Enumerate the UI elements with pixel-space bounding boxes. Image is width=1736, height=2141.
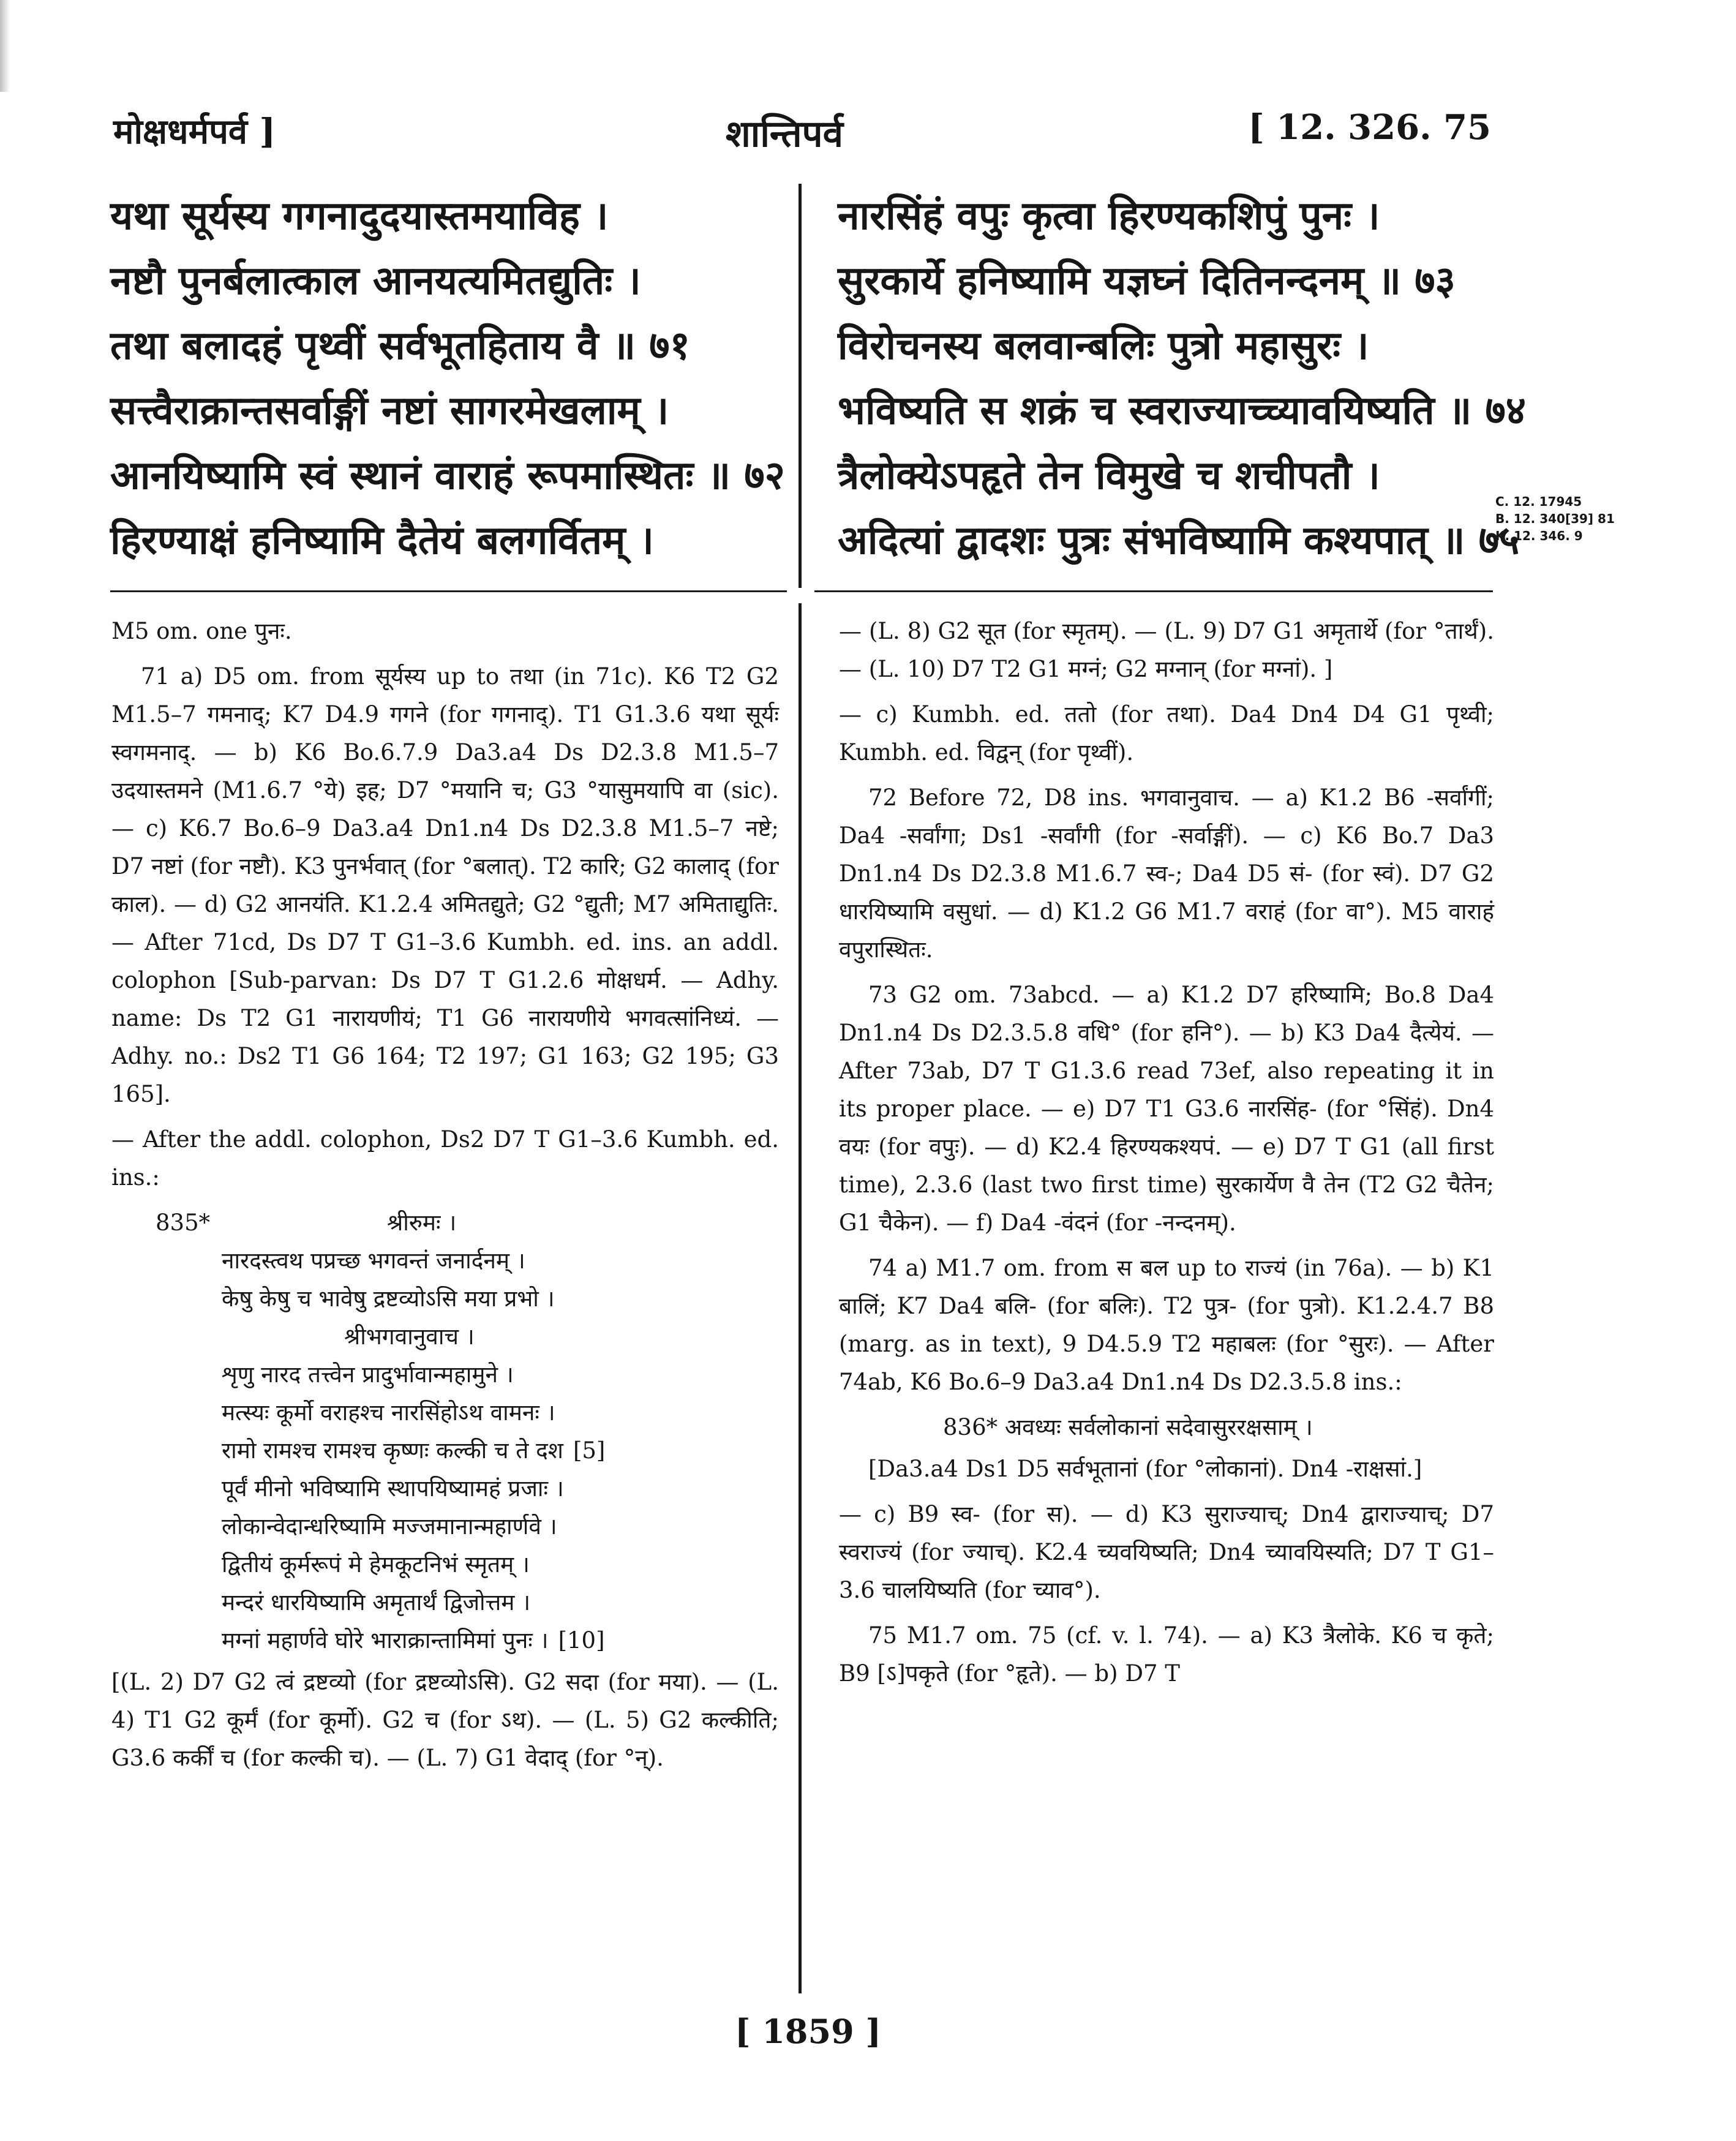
star-line: नारदस्त्वथ पप्रच्छ भगवन्तं जनार्दनम् ।: [222, 1247, 525, 1274]
apparatus-note: 73 G2 om. 73abcd. — a) K1.2 D7 हरिष्यामि; Bo.8 Da4 Dn1.n4 Ds D2.3.5.8 वधि° (for हनि°). — b) K3 Da4 दैत्येयं. — After 73ab, D7 T G1.3.6 read 73ef, also repeating it in its proper place. — e) D7 T1 G3.6 नारसिंह‑ (for °सिंहं). Dn4 वयः (for वपुः). — d) K2.4 हिरण्यकश्यपं. — e) D7 T G1 (all first time), 2.3.6 (last two first time) सुरकार्येण वै तेन (T2 G2 चैतेन; G1 चैकेन). — f) Da4 ‑वंदनं (for ‑नन्दनम्).: [839, 982, 1494, 1236]
star-line: केषु केषु च भावेषु द्रष्टव्योऽसि मया प्रभो ।: [222, 1285, 555, 1312]
parvan-title: शान्तिपर्व: [726, 113, 843, 156]
star-passage-836: 836* अवध्यः सर्वलोकानां सदेवासुररक्षसाम् ।: [943, 1414, 1313, 1440]
star-line: [222, 1432, 779, 1470]
apparatus-separator-right: [814, 590, 1493, 592]
apparatus-note: [(L. 2) D7 G2 त्वं द्रष्टव्यो (for द्रष्टव्योऽसि). G2 सदा (for मया). — (L. 4) T1 G2 कूर्मं (for कूर्मो). G2 च (for ऽथ). — (L. 5) G2 कल्कीति; G3.6 कर्कीं च (for कल्की च). — (L. 7) G1 वेदाद् (for °न्).: [111, 1669, 779, 1771]
verse-reference: [ 12. 326. 75: [1248, 107, 1491, 148]
concordance-note: [1495, 493, 1615, 544]
star-line-text: मग्नां महार्णवे घोरे भाराक्रान्तामिमां पुनः ।: [222, 1627, 549, 1654]
apparatus-note: M5 om. one पुनः.: [111, 618, 292, 644]
star-passage-number: 835*: [156, 1210, 211, 1236]
star-passage-835: [111, 1204, 779, 1660]
star-passage-lines: [222, 1242, 779, 1660]
section-header-left: मोक्षधर्मपर्व ]: [113, 111, 276, 152]
star-line: मन्दरं धारयिष्यामि अमृतार्थं द्विजोत्तम ।: [222, 1589, 531, 1616]
verse-column-left: [110, 184, 784, 573]
concordance-line: C. 12. 17945: [1495, 494, 1582, 509]
verse-line: त्रैलोक्येऽपहृते तेन विमुखे च शचीपतौ ।: [838, 453, 1380, 499]
apparatus-column-right: [839, 612, 1494, 1700]
verse-line: नारसिंहं वपुः कृत्वा हिरण्यकशिपुं पुनः ।: [838, 193, 1380, 239]
verse-line: भविष्यति स शक्रं च स्वराज्याच्च्यावयिष्यति ॥ ७४: [838, 388, 1527, 434]
apparatus-column-left: [111, 612, 779, 1785]
apparatus-note: 72 Before 72, D8 ins. भगवानुवाच. — a) K1.2 B6 ‑सर्वांगीं; Da4 ‑सर्वांगा; Ds1 ‑सर्वांगी (for ‑सर्वाङ्गीं). — c) K6 Bo.7 Da3 Dn1.n4 Ds D2.3.8 M1.6.7 स्व‑; Da4 D5 सं‑ (for स्वं). D7 G2 धारयिष्यामि वसुधां. — d) K1.2 G6 M1.7 वराहं (for वा°). M5 वाराहं वपुरास्थितः.: [839, 785, 1494, 963]
star-line: पूर्वं मीनो भविष्यामि स्थापयिष्यामहं प्रजाः ।: [222, 1475, 564, 1502]
apparatus-note: — c) Kumbh. ed. ततो (for तथा). Da4 Dn4 D4 G1 पृथ्वी; Kumbh. ed. विद्वन् (for पृथ्वीं).: [839, 701, 1494, 766]
verse-line: सुरकार्ये हनिष्यामि यज्ञघ्नं दितिनन्दनम् ॥ ७३: [838, 258, 1456, 304]
verse-line: विरोचनस्य बलवान्बलिः पुत्रो महासुरः ।: [838, 323, 1369, 369]
scan-edge-shadow: [0, 0, 10, 92]
verse-line: नष्टौ पुनर्बलात्काल आनयत्यमितद्युतिः ।: [110, 258, 641, 304]
apparatus-note: — (L. 8) G2 सूत (for स्मृतम्). — (L. 9) D7 G1 अमृतार्थे (for °तार्थं). — (L. 10) D7 T2 G1 मग्नं; G2 मग्नान् (for मग्नां). ]: [839, 618, 1494, 682]
star-line: श्रीभगवानुवाच ।: [344, 1323, 475, 1350]
star-line: शृणु नारद तत्त्वेन प्रादुर्भावान्महामुने ।: [222, 1361, 514, 1388]
verse-line: यथा सूर्यस्य गगनादुदयास्तमयाविह ।: [110, 193, 609, 239]
apparatus-note: — After the addl. colophon, Ds2 D7 T G1–3.6 Kumbh. ed. ins.:: [111, 1126, 779, 1191]
page-number: [ 1859 ]: [735, 2012, 881, 2051]
verse-line: अदित्यां द्वादशः पुत्रः संभविष्यामि कश्यपात् ॥ ७५: [838, 517, 1520, 563]
apparatus-note: [Da3.a4 Ds1 D5 सर्वभूतानां (for °लोकानां). Dn4 ‑राक्षसां.]: [868, 1456, 1422, 1482]
apparatus-note: 74 a) M1.7 om. from स बल up to राज्यं (in 76a). — b) K1 बालिं; K7 Da4 बलि‑ (for बलिः). T2 पुत्र‑ (for पुत्रो). K1.2.4.7 B8 (marg. as in text), 9 D4.5.9 T2 महाबलः (for °सुरः). — After 74ab, K6 Bo.6–9 Da3.a4 Dn1.n4 Ds D2.3.5.8 ins.:: [839, 1255, 1494, 1395]
verse-line: हिरण्याक्षं हनिष्यामि दैतेयं बलगर्वितम् ।: [110, 517, 654, 563]
concordance-line: K. 12. 346. 9: [1495, 529, 1583, 543]
verse-line: आनयिष्यामि स्वं स्थानं वाराहं रूपमास्थितः ॥ ७२: [110, 453, 785, 499]
star-line: मत्स्यः कूर्मो वराहश्च नारसिंहोऽथ वामनः ।: [222, 1399, 555, 1426]
apparatus-note: 71 a) D5 om. from सूर्यस्य up to तथा (in 71c). K6 T2 G2 M1.5–7 गमनाद्; K7 D4.9 गगने (for गगनाद्). T1 G1.3.6 यथा सूर्यः स्वगमनाद्. — b) K6 Bo.6.7.9 Da3.a4 Ds D2.3.8 M1.5–7 उदयास्तमने (M1.6.7 °ये) इह; D7 °मयानि च; G3 °यासुमयापि वा (sic). — c) K6.7 Bo.6–9 Da3.a4 Dn1.n4 Ds D2.3.8 M1.5–7 नष्टे; D7 नष्टां (for नष्टौ). K3 पुनर्भवात् (for °बलात्). T2 कारि; G2 कालाद् (for काल). — d) G2 आनयंति. K1.2.4 अमितद्युते; G2 °द्युती; M7 अमिताद्युतिः. — After 71cd, Ds D7 T G1–3.6 Kumbh. ed. ins. an addl. colophon [Sub-parvan: Ds D7 T G1.2.6 मोक्षधर्म. — Adhy. name: Ds T2 G1 नारायणीयं; T1 G6 नारायणीये भगवत्सांनिध्यं. — Adhy. no.: Ds2 T1 G6 164; T2 197; G1 163; G2 195; G3 165].: [111, 663, 779, 1107]
verse-line: तथा बलादहं पृथ्वीं सर्वभूतहिताय वै ॥ ७१: [110, 323, 690, 369]
apparatus-note: — c) B9 स्व‑ (for स). — d) K3 सुराज्याच्; Dn4 द्वाराज्याच्; D7 स्वराज्यं (for ज्याच्). K2.4 च्यवयिष्यति; Dn4 च्यावयिस्यति; D7 T G1–3.6 चालयिष्यति (for च्याव°).: [839, 1501, 1494, 1603]
star-line-text: रामो रामश्च रामश्च कृष्णः कल्की च ते दश: [222, 1437, 563, 1464]
verse-column-divider: [798, 184, 802, 588]
apparatus-separator-left: [110, 590, 787, 592]
apparatus-note: 75 M1.7 om. 75 (cf. v. l. 74). — a) K3 त्रैलोके. K6 च कृते; B9 [ऽ]पकृते (for °हृते). — b) D7 T: [839, 1622, 1494, 1687]
line-number: [5]: [573, 1437, 606, 1464]
concordance-line: B. 12. 340[39] 81: [1495, 511, 1615, 526]
verse-line: सत्त्वैराक्रान्तसर्वाङ्गीं नष्टां सागरमेखलाम् ।: [110, 388, 669, 434]
line-number: [10]: [558, 1627, 605, 1654]
star-passage-heading: श्रीरुमः ।: [387, 1210, 457, 1236]
apparatus-column-divider: [798, 603, 802, 1993]
star-line: लोकान्वेदान्धरिष्यामि मज्जमानान्महार्णवे ।: [222, 1513, 557, 1540]
star-line: [222, 1622, 779, 1660]
verse-column-right: [838, 184, 1548, 573]
star-line: द्वितीयं कूर्मरूपं मे हेमकूटनिभं स्मृतम् ।: [222, 1551, 530, 1578]
